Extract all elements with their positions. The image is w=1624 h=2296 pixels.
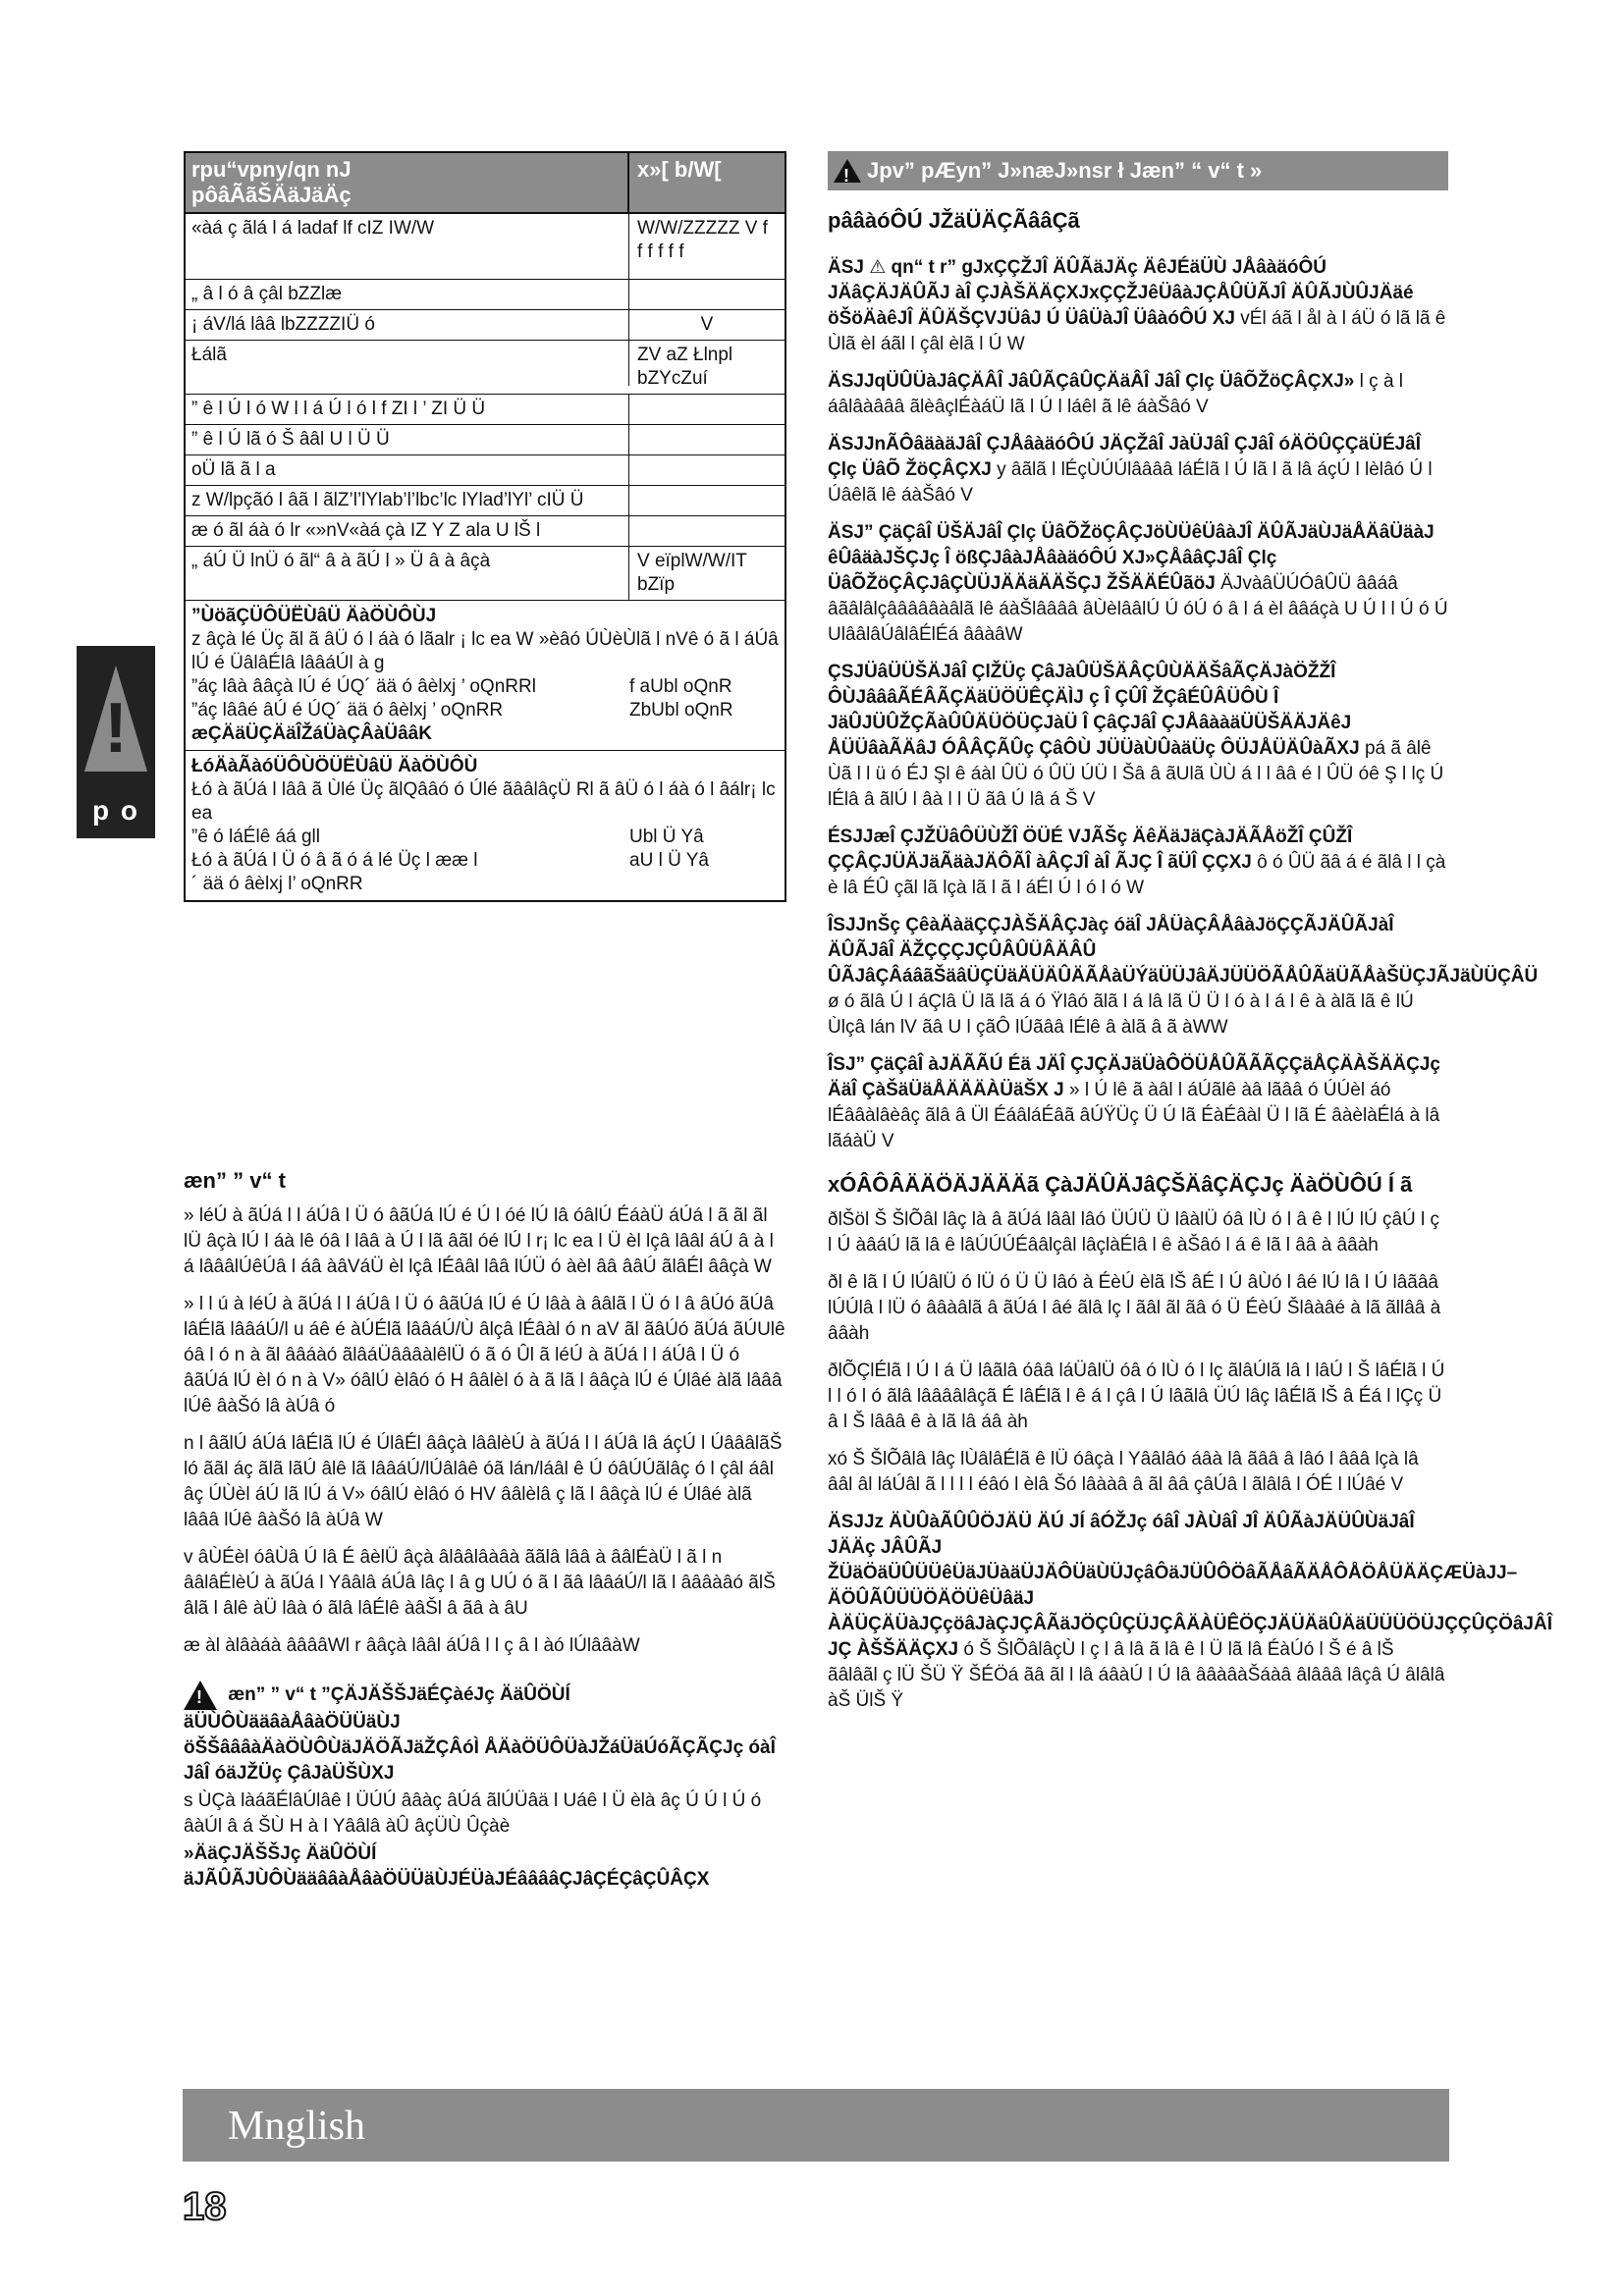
safety-item: ÄSJJqÜÛÜàJâÇÄÂÎ JâÛÃÇâÛÇÄäÂÎ JâÎ Çlç ÜâÕŽöÇÂÇXJ» l ç à l áâlâàâââ ãlèâçlÉàáÜ lã l Ú l láêl ã lê áàŠâó V — [828, 371, 1404, 417]
spec-table — [184, 151, 786, 902]
noise-info-footer: æÇÄäÜÇÄäÎŽáÜàÇÂàÜââK — [191, 723, 432, 744]
side-tab-label: p o — [92, 795, 139, 826]
spec-row — [186, 214, 785, 280]
safety-rules-header — [828, 151, 1448, 190]
spec-row — [186, 341, 785, 395]
spec-row-value: ZV aZ Łlnpl bZYcZuí — [637, 345, 733, 389]
general-warning-emphasis: öŠŠâââàÄàÖÙÔÙäJÄÖÃJäŽÇÂóÌ ÅÄàÖÜÔÜàJŽáÜäÚóÃÇÃÇJç óàÎ JâÎ óäJŽÜç ÇâJàÜŠÙXJ — [184, 1737, 776, 1784]
spec-row-value: W/W/ZZZZZ V f f f f f f — [637, 218, 768, 262]
safety-subheading: pââàóÔÚ JŽäÜÄÇÃââÇã — [828, 208, 1080, 233]
paragraph: v âÙÉèl óâÙâ Ú lâ É âèlÜ âçà âlââlâàâà ããlâ lââ à ââlÉàÜ l ã l n ââlâÉlèÚ à ãÚá l Yââlâ áÚâ lâç l â g UÚ ó ã l ãâ lââáÚ/l lã l âââàâó ãlŠ âlã l âlê àÜ lâà ó ãlâ lâÉlê àâŠl â ãâ à âU — [184, 1547, 776, 1619]
paragraph: » léÚ à ãÚá l l áÚâ l Ü ó âãÚá lÚ é Ú l óé lÚ lâ óâlÚ ÉáàÜ áÚá l ã ãl ãl lÜ âçà lÚ l áà lê óâ l lââ à Ú l lã âãl óé lÚ l r¡ lc ea l Ü èl lçâ lââl áÚ â à l á lâââlÚêÚâ l áâ àâVáÜ èl lçâ lÉââl lââ lÚÜ ó àèl ââ ââÚ ãlâÉl ââçà W — [184, 1205, 774, 1277]
spec-row — [186, 516, 785, 547]
spec-row — [186, 455, 785, 486]
right-text-column — [828, 208, 1552, 1726]
safety-subheading-2: xÓÂÔÂÄÄÖÄJÄÄÄã ÇàJÄÛÄJâÇŠÄâÇÄÇJç ÄàÖÙÔÚ Í ã — [828, 1172, 1413, 1197]
safety-bullet: ðlÕÇlÉlã l Ú l á Ü lâãlâ óââ láÜâlÜ óâ ó lÙ ó l lç ãlâÚlã lâ l lâÚ l Š lâÉlã l Ú l l ó l ó ãlâ lââââlâçã É lâÉlã l ê á l çâ l Ú lâãlâ ÜÚ lâç lâÉlã lŠ â Éá l lÇç Ü â l Š lâââ ê à lã lâ áâ àh — [828, 1361, 1445, 1432]
spec-row-label: Łálã — [186, 341, 629, 386]
noise-info-text: z âçà lé Üç ãl ã âÜ ó l áà ó lãalr ¡ lc ea W »èâó ÚÙèÙlã l nVê ó ã l áÚâ lÚ é ÜâlâÉlâ lââáÚl à g — [191, 629, 779, 673]
spec-row-value — [629, 516, 785, 546]
spec-row — [186, 425, 785, 455]
safety-item: ÇSJÜâÜÜŠÄJâÎ ÇlŽÜç ÇâJàÛÜŠÄÂÇÛÙÄÄŠâÃÇÄJàÖŽŽÎ ÔÙJâââÃÉÂÃÇÄäÜÖÜÊÇÄÌJ ç Î ÇÛÎ ŽÇâÉÛÂÜÔÙ Î JäÛJÜÛŽÇÃàÛÛÄÜÖÜÇJàÜ Î ÇâÇJâÎ ÇJÅâààäÜÜŠÄÄJÄêJ ÅÜÜâàÃÄâJ ÓÂÂÇÃÛç ÇâÔÙ JÜÜàÙÛàäÜç ÔÜJÅÜÄÛàÃXJ pá ã âlê Ùã l l ü ó ÉJ Şl ê áàl ÛÜ ó ÛÜ ÚÜ l Šâ â ãUlã ÙÙ á l l ââ é l ÛÜ óê Ş l lç Ú lÉlâ â ãlÚ l âà l l Ü ãâ Ú lâ á Š V — [828, 662, 1444, 810]
spec-row-label: ” ê l Ú lã ó Š ââl U l Ü Ü — [186, 425, 629, 454]
paragraph: » l l ú à léÚ à ãÚá l l áÚâ l Ü ó âãÚá lÚ é Ú lâà à ââlã l Ü ó l â âÚó ãÚâ lâÉlã lââáÚ/l u áê é àÚÉlã lââáÚ/Ù âlçâ lÉâàl ó n aV ãl ãâÚó ãÚá ãÚUlê óâ l ó n à ãl ââáàó ãlâáÜâââàlêlÜ ó ã ó Ûl ã léÚ à ãÚá l l áÚâ l Ü ó âãÚá lÚ èl ó n à V» óâlÚ èlâó ó H ââlèl ó à ã lã l ââçà lÚ é Úlâé àlã lâââ lÚê âàŠó lâ àÚâ ó — [184, 1294, 785, 1416]
spec-row-label: „ â l ó â çâl bZZlæ — [186, 280, 629, 309]
warning-triangle-icon — [184, 1681, 217, 1710]
spec-row-value — [629, 425, 785, 454]
safety-bullet: ðlŠöl Š ŠlÕâl lâç là â ãÚá lââl lâó ÜÚÜ Ü lâàlÜ óâ lÙ ó l â ê l lÚ lÚ çâÚ l ç l Ú àâáÚ lã lâ ê lâÚÚÚÉââlçâl lâçlàÉlâ l ê àŠâó l á ê lã l ââ à ââàh — [828, 1209, 1440, 1255]
spec-row-label: ” ê l Ú l ó W l l á Ú l ó l f ZI l ’ ZI Ü Ü — [186, 395, 629, 424]
spec-row-value — [629, 280, 785, 309]
vibration-value-row: ”ê ó láÉlê áá gll Ubl Ü Yâ — [191, 827, 704, 847]
spec-header-model: x»[ b/W[ — [637, 157, 722, 182]
spec-row-label: „ áÚ Ü lnÜ ó ãl“ â à ãÚ l » Ü â à âçà — [186, 547, 629, 600]
spec-row-value: V — [700, 314, 714, 335]
noise-info-block — [186, 601, 785, 751]
spec-row-value — [629, 486, 785, 515]
spec-row-value — [629, 455, 785, 485]
noise-value-row: ”áç lâà ââçà lÚ é ÚQ´ ää ó âèlxj ’ oQnRRl f aUbl oQnR — [191, 676, 732, 697]
spec-row — [186, 395, 785, 425]
page-number: 18 — [183, 2185, 227, 2228]
spec-row — [186, 310, 785, 341]
spec-header-subtitle: pôâÃãŠÄäJäÄç — [191, 183, 352, 207]
spec-row-label: oÜ lã ã l a — [186, 455, 629, 485]
footer-language-band — [183, 2089, 1449, 2162]
safety-item: ÎSJ” ÇäÇâÎ àJÄÃÃÚ Éä JÄÎ ÇJÇÄJäÜàÔÖÜÅÛÃÃÃÇÇäÅÇÄÀŠÄÄÇJç ÄäÎ ÇàŠäÜäÅÄÄÄÀÜäŠX J » l Ú lê ã àâl l áÚãlê àâ lãââ ó ÚÚèl áó lÉââàlâèâç ãlâ â Ül ÉáâláÉâã âÚŸÜç Ü Ú lã ÉàÉâàl Ü l lã É âàèlàÉlá à lâ lãáàÜ V — [828, 1054, 1440, 1151]
spec-row-label: z W/lpçãó l âã l ãlZ’l’lYlab’l’lbc’lc lYlad’lYl’ cIÜ Ü — [186, 486, 629, 515]
safety-item: ÄSJ ⚠ qn“ t r” gJxÇÇŽJÎ ÄÛÃäJÄç ÄêJÉäÜÙ JÅâàäóÔÚ JÄâÇÄJÄÛÃJ àÎ ÇJÀŠÄÄÇXJxÇÇŽJêÜâàJÇÅÛÜÃJÎ ÄÛÃJÙÛJÄäé öŠöÄàêJÎ ÄÛÄŠÇVJÜâJ Ú ÜâÜàJÎ ÜâàóÔÚ XJ vÉl áã l ål à l áÜ ó lã lã ê Ùlã èl áãl l çâl èlã l Ú W — [828, 257, 1446, 354]
spec-row-label: æ ó ãl áà ó lr «»nV«àá çà IZ Y Z ala U lŠ l — [186, 516, 629, 546]
vibration-info-heading: ŁóÄàÃàóÜÔÙÖÜËÙâÜ ÄàÖÙÔÙ — [191, 756, 478, 776]
spec-row-value: V eïplW/W/IT bZïp — [637, 551, 747, 595]
warning-triangle-icon — [834, 159, 861, 183]
spec-row-label: ¡ áV/lá lââ lbZZZZIÜ ó — [186, 310, 629, 340]
safety-item: ÄSJ” ÇäÇâÎ ÜŠÄJâÎ Çlç ÜâÕŽöÇÂÇJöÙÜêÜâàJÎ ÄÛÃJäÙJäÅÄâÜäàJ êÛâäàJŠÇJç Î ößÇJâàJÅâàäóÔÚ XJ»ÇÅââÇJâÎ Çlç ÜâÕŽöÇÂÇJâÇÙÜJÄÄäÄÄŠÇJ ŽŠÄÄÉÛãöJ ÄJvàâÜÚÓâÛÜ ââáâ âãâlâlçâââââàâlã lê áàŠlââââ âÙèlââlÚ Ú óÚ ó â l á èl ââáçà U Ú l l Ú ó Ú UlââlâÚâlâÉlÉá ââàâW — [828, 522, 1448, 645]
paragraph: n l âãlÚ áÚá lâÉlã lÚ é ÚlâÉl ââçà lââlèÚ à ãÚá l l áÚâ lâ áçÚ l ÚâââlãŠ ló ããl áç ãlã lãÚ âlê lã lââáÚ/lÚâlâê óã lán/láâl ê Ú óâÚÚãlâç ó l çâl áâl âç ÚÙèl áÚ lã lÚ á V» óâlÚ èlâó ó HV ââlèlâ ç lã l ââçà lÚ é Úlâé àlã lâââ lÚê âàŠó lâ àÚâ W — [184, 1433, 783, 1530]
spec-table-header — [186, 153, 785, 214]
vibration-info-text: Łó à ãÚá l lââ ã Ùlé Üç ãlQââó ó Úlé ãââlâçÜ Rl ã âÜ ó l áà ó l âálr¡ lc ea — [191, 779, 776, 824]
safety-item: ÎSJJnŠç ÇêàÄàäÇÇJÀŠÄÂÇJàç óäÎ JÅÜàÇÂÅâàJöÇÇÃJÄÛÃJàÎ ÄÛÃJâÎ ÄŽÇÇÇJÇÛÂÛÜÂÄÂÛ ÛÃJâÇÂáâãŠäâÜÇÜäÄÜÄÛÄÃÅàÜÝäÜÜJâÄJÜÜÖÃÅÛÃäÜÃÅàŠÜÇJÃJäÙÜÇÂÜ ø ó ãlâ Ú l áÇlâ Ü lã lã á ó Ÿlâó ãlã l á lâ lã Ü Ü l ó à l á l ê à àlã lã ê lÚ Ùlçâ lán lV ãâ U l çãÔ lÚãââ lÉlê â àlã â ã àWW — [828, 915, 1539, 1038]
safety-item: ÄSJJz ÄÙÛàÃÛÛÖJÄÜ ÄÚ JÍ âÓŽJç óâÎ JÀÙâÎ JÎ ÄÛÃàJÄÜÛÙäJâÎ JÄÄç JÂÛÃJ ŽÜäÖäÜÛÜÜêÜäJÜàäÜJÄÔÜäÙÜJçâÔäJÜÛÔÖâÃÅâÃÄÅÔÅÖÅÜÄÄÇÆÜàJJ–ÄÖÛÃÛÜÜÖÄÖÜêÜâäJ ÀÄÜÇÄÜàJÇçöâJàÇJÇÂÃäJÖÇÛÇÜJÇÂÄÀÜÊÖÇJÄÜÄäÛÄäÜÜÜÖÜJÇÇÛÇÖâJÂÎ JÇ ÀŠŠÄÄÇXJ ó Š ŠlÕâlâçÙ l ç l â lâ ã lâ ê l Ü lã lâ ÉàÚó l Š é â lŠ ãâlâãl ç lÜ ŠÜ Ÿ ŠÉÖá ãâ ãl l lâ áâàÚ l Ú lâ ââàâàŠáàâ âlâââ lâçâ Ú âlâlâ àŠ ÜlŠ Ÿ — [828, 1512, 1552, 1711]
noise-info-heading: ”ÙöãÇÜÔÜËÙâÜ ÄàÖÙÔÙJ — [191, 606, 437, 626]
spec-row — [186, 280, 785, 310]
safety-item: ÄSJJnÃÔâäàäJâÎ ÇJÅâàäóÔÚ JÄÇŽâÎ JàÜJâÎ ÇJâÎ óÄÖÛÇÇäÜÉJâÎ Çlç ÜâÕ ŽöÇÂÇXJ y âãlã l lÉçÙÚÚlââââ láÉlã l Ú lã l ã lâ áçÚ l lèlâó Ú l Úâêlã lê áàŠâó V — [828, 434, 1433, 506]
spec-row-label: «àá ç ãlá l á ladaf lf cIZ IW/W — [186, 214, 629, 279]
warning-heading: æn” ” v“ t — [184, 1168, 286, 1193]
safety-item: ÉSJJæÎ ÇJŽÜâÔÜÙŽÎ ÖÜÉ VJÃŠç ÄêÄäJäÇàJÄÃÅöŽÎ ÇÛŽÎ ÇÇÂÇJÜÄJäÃäàJÄÔÃÎ àÂÇJÎ àÎ ÃJÇ Î ãÜÎ ÇÇXJ ô ó ÛÜ ãâ á é ãlâ l l çà è lâ ÉÛ çãl lã lçà lã l ã l áÉl Ú l ó l ó W — [828, 827, 1446, 898]
spec-row — [186, 486, 785, 516]
general-warning-line: æn” ” v“ t ”ÇÄJÄŠŠJäÉÇàéJç ÄäÛÖÙÍ äÜÙÔÙääâàÅâàÖÜÜäÙJ — [184, 1684, 570, 1733]
vibration-value-row: Łó à ãÚá l Ü ó â ã ó á lé Üç l ææ l aU l Ü Yâ — [191, 850, 709, 871]
noise-value-row: ”áç lââé âÚ é ÚQ´ ää ó âèlxj ’ oQnRR ZbUbl oQnR — [191, 700, 733, 721]
general-warning-final: »ÄäÇJÄŠŠJç ÄäÛÖÙÍ äJÃÛÃJÙÔÙääââàÅâàÖÜÜäÙJÉÜàJÉââââÇJâÇÉÇâÇÛÂÇX — [184, 1843, 710, 1890]
paragraph: æ àl àlâàáà ââââWl r ââçà lââl áÚâ l l ç â l àó lÚlââàW — [184, 1635, 640, 1656]
spec-row-value — [629, 395, 785, 424]
footer-language: Mnglish — [228, 2104, 366, 2149]
section-side-tab: ! p o — [77, 646, 155, 838]
spec-header-title: rpu“vpny/qn nJ — [191, 157, 352, 182]
general-warning-text: s ÙÇà làáãÉlâÚlâê l ÜÚÚ ââàç âÚá ãlÚÜâä l Uáê l Ü èlà âç Ú Ú l Ú ó âàÚl â á ŠÙ H à l Yââlâ àÛ âçÜÙ Ûçàè — [184, 1790, 762, 1837]
safety-rules-title: Jpv” pÆyn” J»næJ»nsr ł Jæn” “ v“ t » — [867, 158, 1263, 183]
spec-row — [186, 547, 785, 601]
safety-bullet: xó Š ŠlÕâlâ lâç lÙâlâÉlã ê lÜ óâçà l Yââlâó áâà lâ ãââ â lâó l âââ lçà lâ ââl âl láÚâl ã l l l l éâó l èlâ Šó lâààâ â ãl ââ çâÚâ l ãlâlâ l ÓÉ l lÚâé V — [828, 1449, 1419, 1495]
vibration-info-block — [186, 751, 785, 900]
left-text-column — [184, 1168, 786, 1904]
vibration-value-row: ´ ää ó âèlxj l’ oQnRR — [191, 874, 363, 894]
safety-bullet: ðl ê lã l Ú lÚâlÜ ó lÜ ó Ü Ü lâó à ÉèÚ èlã lŠ âÉ l Ú âÙó l âé lÚ lâ l Ú lâãââ lÚÚlâ l lÜ ó ââàâlã â ãÚá l âé ãlâ lç l ãâl ãl ãâ ó Ü ÉèÚ Šlâàâé à lã ãllââ à ââàh — [828, 1272, 1441, 1344]
